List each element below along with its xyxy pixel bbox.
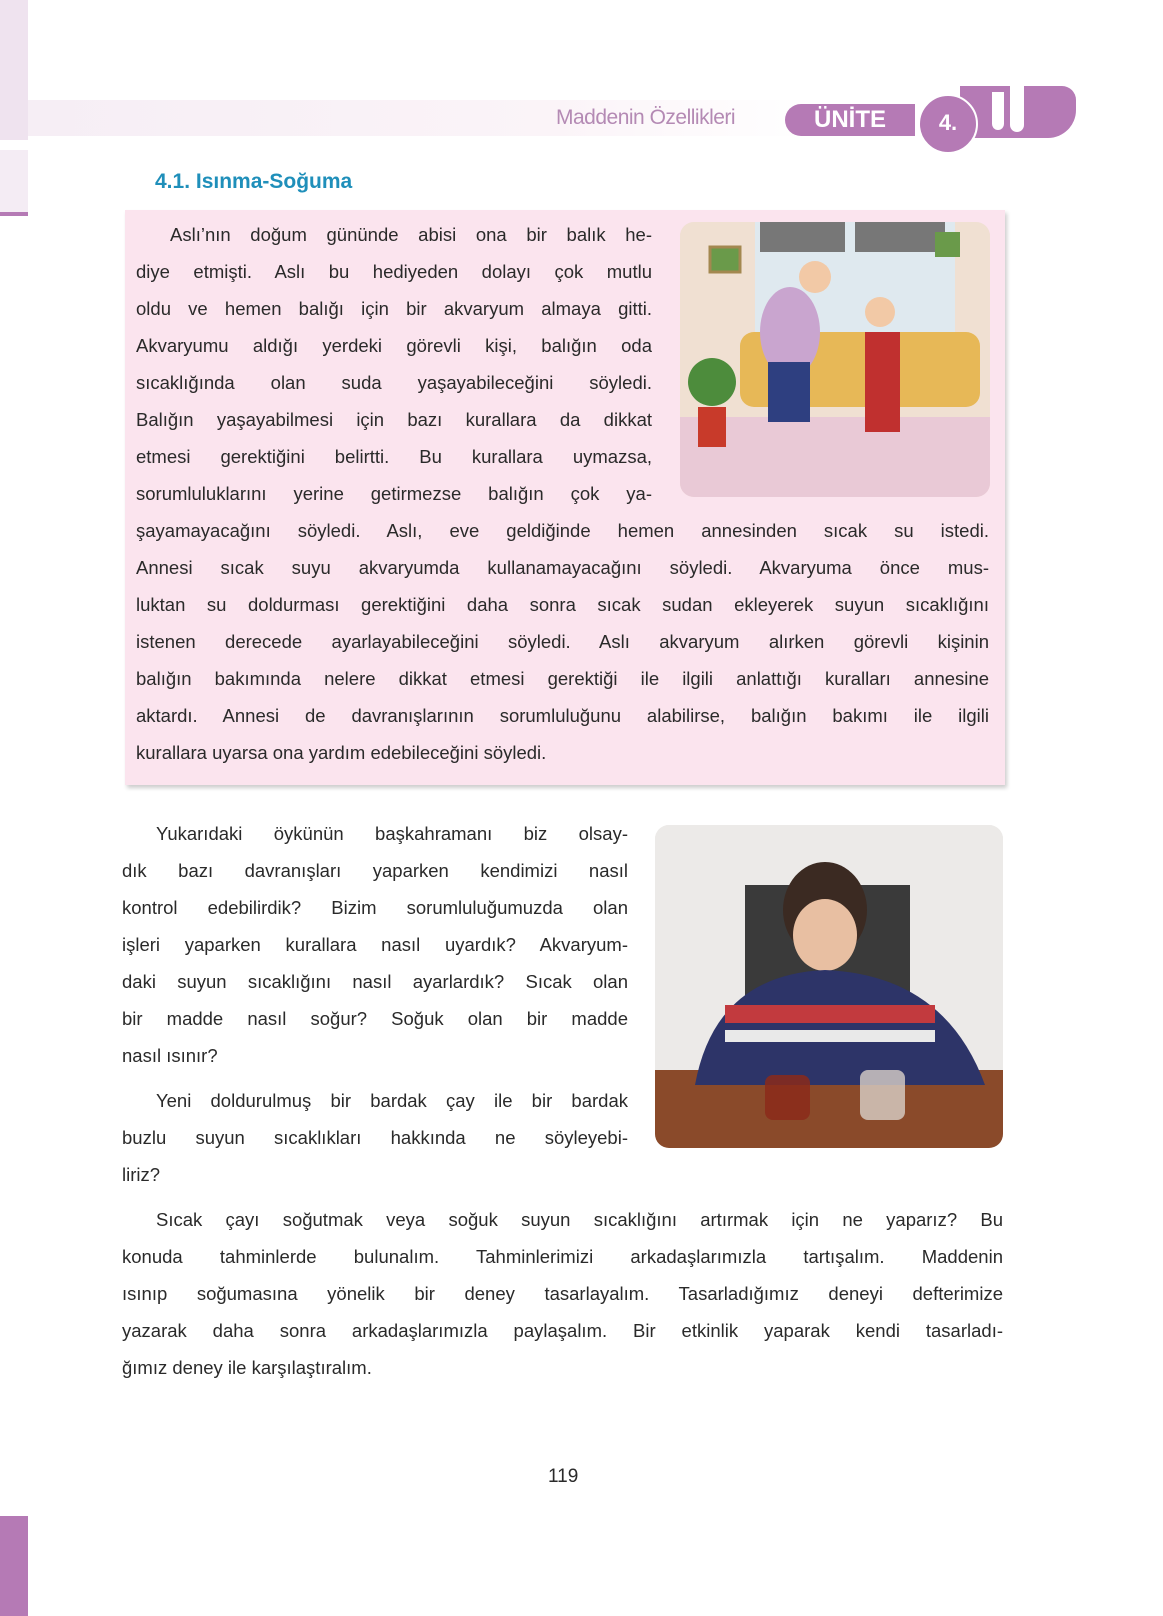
text-line: Akvaryumu aldığı yerdeki görevli kişi, balığın oda bbox=[136, 335, 652, 356]
text-line: istenen derecede ayarlayabileceğini söyledi. Aslı akvaryum alırken görevli kişinin bbox=[136, 631, 989, 652]
edge-strip-bottom bbox=[0, 1516, 28, 1616]
text-line: yazarak daha sonra arkadaşlarımızla paylaşalım. Bir etkinlik yaparak kendi tasarladı- bbox=[122, 1320, 1003, 1341]
question-paragraph-2 bbox=[122, 1082, 628, 1193]
text-line: diye etmişti. Aslı bu hediyeden dolayı çok mutlu bbox=[136, 261, 652, 282]
section-name: Maddenin Özellikleri bbox=[556, 106, 736, 129]
girl-with-glasses-photo bbox=[655, 825, 1003, 1148]
text-line: dık bazı davranışları yaparken kendimizi nasıl bbox=[122, 860, 628, 881]
unit-label: ÜNİTE bbox=[785, 104, 915, 136]
page-number: 119 bbox=[548, 1466, 579, 1487]
question-paragraph-1 bbox=[122, 815, 628, 1074]
text-line: konuda tahminlerde bulunalım. Tahminlerimizi arkadaşlarımızla tartışalım. Maddenin bbox=[122, 1246, 1003, 1267]
text-line: nasıl ısınır? bbox=[122, 1045, 218, 1066]
section-title: 4.1. Isınma-Soğuma bbox=[155, 170, 353, 193]
text-line: kurallara uyarsa ona yardım edebileceğini söyledi. bbox=[136, 742, 547, 763]
text-line: Balığın yaşayabilmesi için bazı kurallara da dikkat bbox=[136, 409, 652, 430]
story-text-continued bbox=[136, 512, 989, 771]
text-line: Yeni doldurulmuş bir bardak çay ile bir bardak bbox=[156, 1090, 628, 1111]
text-line: buzlu suyun sıcaklıkları hakkında ne söyleyebi- bbox=[122, 1127, 628, 1148]
test-tube-icon bbox=[1010, 80, 1024, 132]
text-line: Annesi sıcak suyu akvaryumda kullanamayacağını söyledi. Akvaryuma önce mus- bbox=[136, 557, 989, 578]
text-line: Sıcak çayı soğutmak veya soğuk suyun sıcaklığını artırmak için ne yaparız? Bu bbox=[156, 1209, 1003, 1230]
text-line: ğımız deney ile karşılaştıralım. bbox=[122, 1357, 372, 1378]
text-line: şayamayacağını söyledi. Aslı, eve geldiğinde hemen annesinden sıcak su istedi. bbox=[136, 520, 989, 541]
text-line: kontrol edebilirdik? Bizim sorumluluğumuzda olan bbox=[122, 897, 628, 918]
text-line: balığın bakımında nelere dikkat etmesi gerektiği ile ilgili anlattığı kuralları annesine bbox=[136, 668, 989, 689]
text-line: luktan su doldurması gerektiğini daha sonra sıcak sudan ekleyerek suyun sıcaklığını bbox=[136, 594, 989, 615]
story-illustration bbox=[680, 222, 990, 497]
text-line: Yukarıdaki öykünün başkahramanı biz olsay- bbox=[156, 823, 628, 844]
text-line: oldu ve hemen balığı için bir akvaryum almaya gitti. bbox=[136, 298, 652, 319]
text-line: işleri yaparken kurallara nasıl uyardık? Akvaryum- bbox=[122, 934, 628, 955]
text-line: aktardı. Annesi de davranışlarının sorumluluğunu alabilirse, balığın bakımı ile ilgili bbox=[136, 705, 989, 726]
edge-strip-top bbox=[0, 0, 28, 140]
edge-strip-mid bbox=[0, 150, 28, 212]
text-line: etmesi gerektiğini belirtti. Bu kurallara uymazsa, bbox=[136, 446, 652, 467]
text-line: sorumluluklarını yerine getirmezse balığın çok ya- bbox=[136, 483, 652, 504]
text-line: Aslı’nın doğum gününde abisi ona bir balık he- bbox=[170, 224, 652, 245]
unit-number: 4. bbox=[918, 94, 978, 154]
text-line: daki suyun sıcaklığını nasıl ayarlardık? Sıcak olan bbox=[122, 971, 628, 992]
test-tube-icon bbox=[992, 92, 1004, 130]
text-line: sıcaklığında olan suda yaşayabileceğini söyledi. bbox=[136, 372, 652, 393]
text-line: liriz? bbox=[122, 1164, 161, 1185]
text-line: bir madde nasıl soğur? Soğuk olan bir madde bbox=[122, 1008, 628, 1029]
story-text bbox=[136, 216, 652, 512]
question-paragraph-3 bbox=[122, 1201, 1003, 1386]
edge-line bbox=[0, 212, 28, 216]
text-line: ısınıp soğumasına yönelik bir deney tasarlayalım. Tasarladığımız deneyi defterimize bbox=[122, 1283, 1003, 1304]
